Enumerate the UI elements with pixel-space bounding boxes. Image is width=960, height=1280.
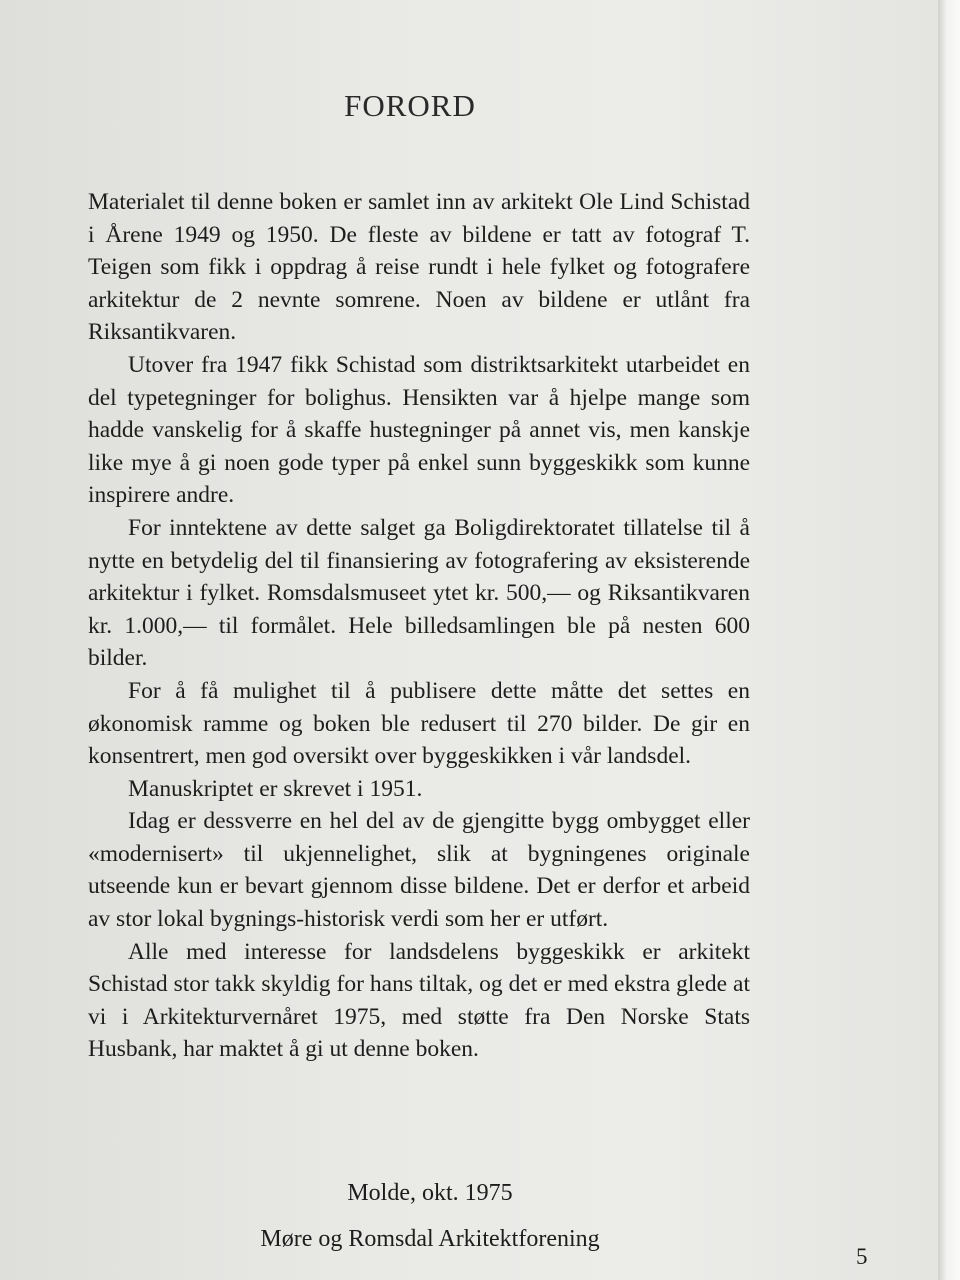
paragraph-7: Alle med interesse for landsdelens byggeskikk er arkitekt Schistad stor takk skyldig for hans tiltak, og det er med ekstra glede at vi i Arkitekturvernåret 1975, med støtte fra Den Norske Stats Husbank, har maktet å gi ut denne boken. (88, 938, 750, 1063)
body-text (88, 186, 750, 1066)
paragraph-6: Idag er dessverre en hel del av de gjengitte bygg ombygget eller «modernisert» til ukjennelighet, slik at bygningenes originale utseende kun er bevart gjennom disse bildene. Det er derfor et arbeid av stor lokal bygnings-historisk verdi som her er utført. (88, 808, 750, 933)
place-date: Molde, okt. 1975 (347, 1180, 513, 1206)
paragraph-2: Utover fra 1947 fikk Schistad som distriktsarkitekt utarbeidet en del typetegninger for bolighus. Hensikten var å hjelpe mange som hadde vanskelig for å skaffe hustegninger på annet vis, men kanskje like mye å gi noen gode typer på enkel sunn byggeskikk som kunne inspirere andre. (88, 351, 750, 509)
paragraph-5: Manuskriptet er skrevet i 1951. (128, 775, 423, 802)
organization-signature: Møre og Romsdal Arkitektforening (260, 1226, 600, 1252)
paragraph-4: For å få mulighet til å publisere dette måtte det settes en økonomisk ramme og boken ble redusert til 270 bilder. De gir en konsentrert, men god oversikt over byggeskikken i vår landsdel. (88, 677, 750, 770)
page-number: 5 (856, 1244, 868, 1269)
next-page-edge (938, 0, 960, 1280)
paragraph-3: For inntektene av dette salget ga Boligdirektoratet tillatelse til å nytte en betydelig del til finansiering av fotografering av eksisterende arkitektur i fylket. Romsdalsmuseet ytet kr. 500,— og Riksantikvaren kr. 1.000,— til formålet. Hele billedsamlingen ble på nesten 600 bilder. (88, 514, 750, 672)
paragraph-1: Materialet til denne boken er samlet inn av arkitekt Ole Lind Schistad i Årene 1949 og 1950. De fleste av bildene er tatt av fotograf T. Teigen som fikk i oppdrag å reise rundt i hele fylket og fotografere arkitektur de 2 nevnte somrene. Noen av bildene er utlånt fra Riksantikvaren. (88, 189, 750, 346)
page-title: FORORD (344, 88, 476, 123)
